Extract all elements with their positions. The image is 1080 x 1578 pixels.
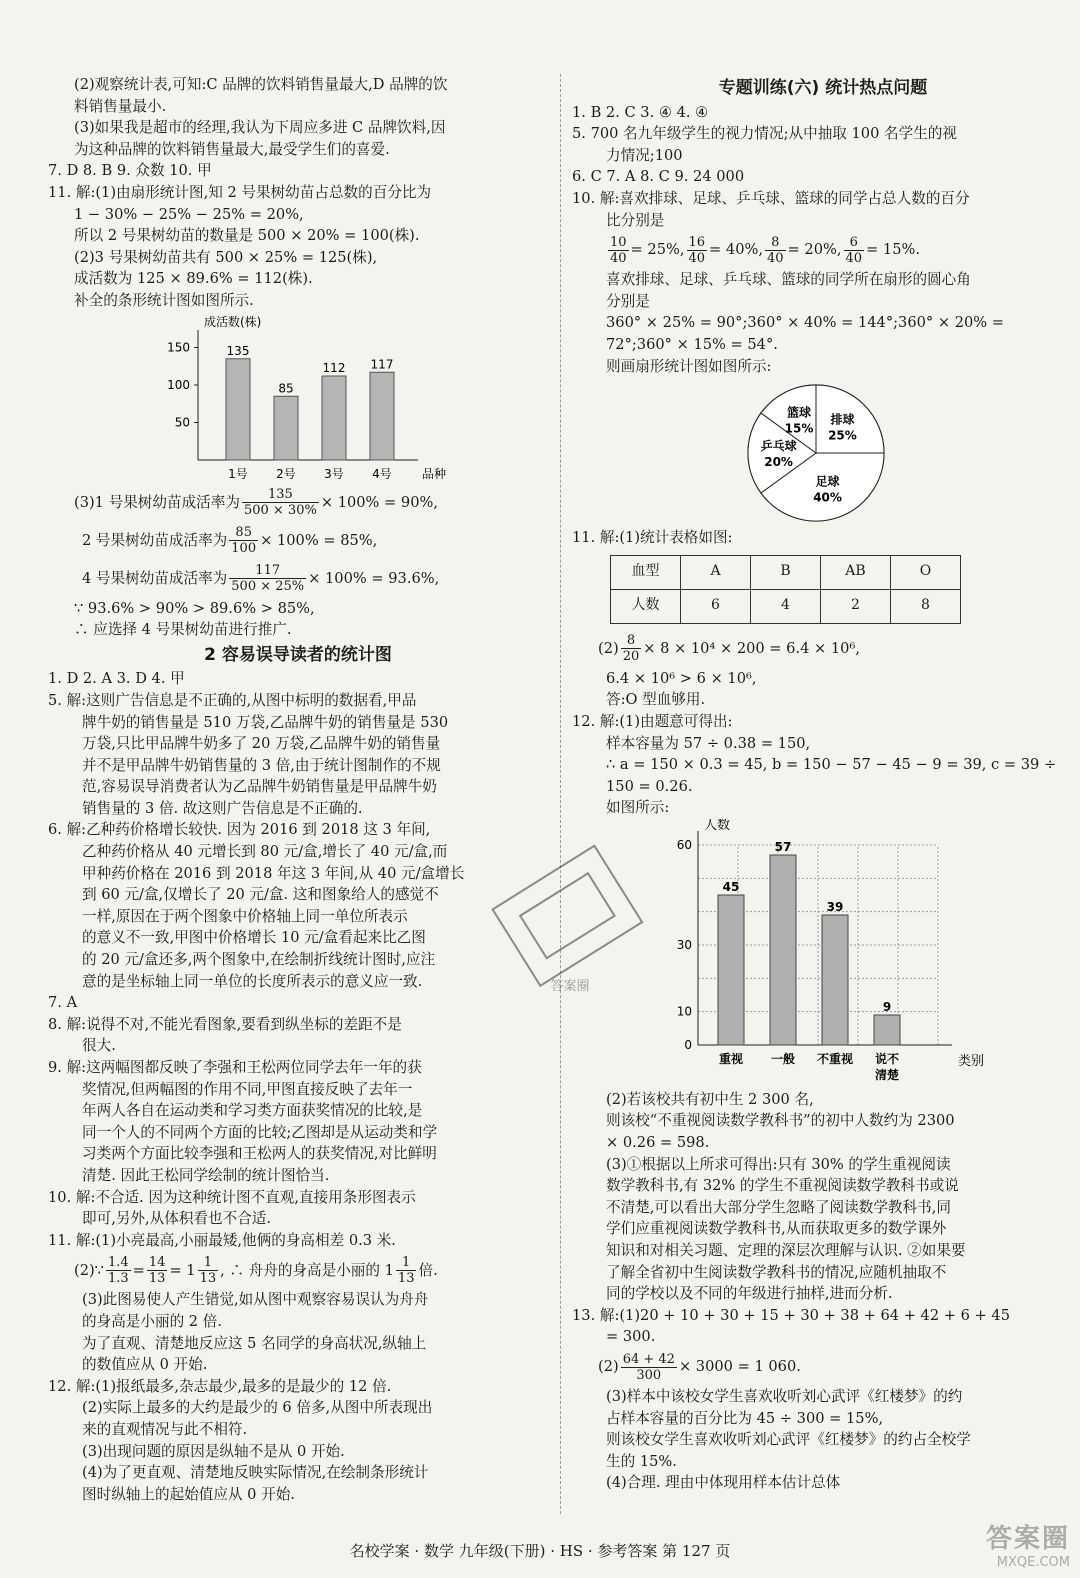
text-line: 了解全省初中生阅读数学教科书的情况,应随机抽取不 <box>606 1263 947 1281</box>
text-line: 分别是 <box>606 292 650 310</box>
text-line: (3)样本中该校女学生喜欢收听刘心武评《红楼梦》的约 <box>606 1388 963 1405</box>
ratio-line <box>48 1251 548 1289</box>
fraction <box>147 1255 168 1286</box>
text-line: 13. 解:(1)20 + 10 + 30 + 15 + 30 + 38 + 64 + 42 + 6 + 45 <box>572 1306 1010 1324</box>
question-13 <box>572 1305 1074 1348</box>
denominator: 13 <box>397 1270 415 1286</box>
bar-2号 <box>274 396 298 460</box>
page-footer: 名校学案 · 数学 九年级(下册) · HS · 参考答案 第 127 页 <box>349 1542 731 1560</box>
y-tick-label: 30 <box>676 937 692 952</box>
text-line: 生的 15%. <box>606 1452 677 1470</box>
text: (2)∵ <box>74 1261 104 1279</box>
text-line: 万袋,只比甲品牌牛奶多了 20 万袋,乙品牌牛奶的销售量 <box>82 735 441 753</box>
text: = 1 <box>169 1261 196 1279</box>
text-line: 12. 解:(1)由题意可得出: <box>572 712 733 730</box>
bar-value-label: 9 <box>882 999 892 1014</box>
question-11: 11. 解:(1)由扇形统计图,知 2 号果树幼苗占总数的百分比为 <box>48 183 432 201</box>
stamp-text: 答案圈 <box>550 979 590 994</box>
text-line: (4)为了更直观、清楚地反映实际情况,在绘制条形统计 <box>82 1464 429 1482</box>
denominator: 20 <box>622 649 640 665</box>
denominator: 300 <box>636 1367 662 1383</box>
question-11-cont <box>48 1289 548 1375</box>
text-line: × 0.26 = 598. <box>606 1134 710 1152</box>
text-line: 到 60 元/盒,仅增长了 20 元/盒. 这和图象给人的感觉不 <box>82 886 439 904</box>
numerator: 16 <box>688 234 706 250</box>
rate-line-1 <box>48 484 548 522</box>
text-line: 360° × 25% = 90°;360° × 40% = 144°;360° × 20% = <box>606 314 1005 332</box>
section-title: 2 容易误导读者的统计图 <box>204 644 392 665</box>
fraction <box>621 1352 677 1383</box>
denominator: 40 <box>610 250 627 266</box>
text-line: ∵ 93.6% > 90% > 89.6% > 85%, <box>74 599 315 617</box>
text-line: 1 − 30% − 25% − 25% = 20%, <box>74 205 304 223</box>
question-12 <box>48 1376 548 1506</box>
text-line: 牌牛奶的销售量是 510 万袋,乙品牌牛奶的销售量是 530 <box>82 713 449 731</box>
watermark-url: MXQE.COM <box>996 1555 1070 1570</box>
text-line: 为了直观、清楚地反应这 5 名同学的身高状况,纵轴上 <box>82 1334 427 1352</box>
question-10: 10. 解:喜欢排球、足球、乒乓球、篮球的同学占总人数的百分 <box>572 189 970 207</box>
category-label: 1号 <box>228 466 248 481</box>
text-line: (3)此图易使人产生错觉,如从图中观察容易误认为舟舟 <box>82 1291 429 1309</box>
bar-value-label: 57 <box>774 839 792 854</box>
denominator: 500 × 25% <box>231 579 305 595</box>
text: 倍. <box>418 1261 438 1279</box>
text-line: 的数值应从 0 开始. <box>82 1356 208 1374</box>
text-line: (2)实际上最多的大约是最少的 6 倍多,从图中所表现出 <box>82 1399 433 1417</box>
text-line: 则该校“不重视阅读数学教科书”的初中人数约为 2300 <box>606 1112 955 1130</box>
fraction <box>229 525 258 556</box>
text-line: 年两人各自在运动类和学习类方面获奖情况的比较,是 <box>82 1102 423 1120</box>
text: 2 号果树幼苗成活率为 <box>82 531 228 549</box>
pie-slice-name: 乒乓球 <box>760 439 797 454</box>
pie-slice-name: 排球 <box>830 412 855 427</box>
bar-说不清楚 <box>874 1015 900 1045</box>
question-5 <box>48 690 548 820</box>
y-tick-label: 150 <box>167 340 190 355</box>
text-line: 样本容量为 57 ÷ 0.38 = 150, <box>606 734 811 752</box>
table-row <box>611 589 961 623</box>
fraction <box>198 1255 219 1286</box>
bar-一般 <box>770 855 796 1045</box>
text-line: 清楚. 因此王松同学绘制的统计图恰当. <box>82 1166 330 1184</box>
text-line: = 300. <box>606 1328 656 1346</box>
question-13-cont <box>572 1386 1074 1494</box>
tree-bar-chart <box>48 312 468 484</box>
text-line: 补全的条形统计图如图所示. <box>74 291 254 309</box>
numerator: 1 <box>396 1255 417 1271</box>
question-10-cont <box>572 269 1074 377</box>
fraction <box>844 235 865 266</box>
category-label: 2号 <box>276 466 296 481</box>
answer-line: 1. D 2. A 3. D 4. 甲 <box>48 670 185 688</box>
numerator: 85 <box>229 525 258 541</box>
text: (3)1 号果树幼苗成活率为 <box>74 493 240 511</box>
text: = <box>132 1261 145 1279</box>
table-cell: 人数 <box>611 589 681 623</box>
text-line: 12. 解:(1)报纸最多,杂志最少,最多的是最少的 12 倍. <box>48 1377 392 1395</box>
text-line: 则画扇形统计图如图所示: <box>606 357 772 375</box>
text-line: (3)出现问题的原因是纵轴不是从 0 开始. <box>82 1442 345 1460</box>
text-line: 72°;360° × 15% = 54°. <box>606 335 778 353</box>
left-column <box>48 74 548 1505</box>
numerator: 117 <box>229 563 306 579</box>
table-header-row <box>611 555 961 589</box>
table-header-cell: O <box>891 555 961 589</box>
text-line: 来的直观情况与此不相符. <box>82 1420 248 1438</box>
text-line: 则该校女学生喜欢收听刘心武评《红楼梦》的约占全校学 <box>606 1431 971 1449</box>
text-line: 料销售量最小. <box>74 97 167 115</box>
bar-value-label: 112 <box>322 360 346 375</box>
category-label: 不重视 <box>816 1051 854 1066</box>
text-line: 如图所示: <box>606 799 670 817</box>
category-label: 3号 <box>324 466 344 481</box>
answer-line: 1. B 2. C 3. ④ 4. ④ <box>572 103 709 121</box>
text: , ∴ 舟舟的身高是小丽的 1 <box>220 1261 394 1279</box>
question-6 <box>48 819 548 992</box>
numerator: 135 <box>242 487 319 503</box>
denominator: 100 <box>231 541 257 557</box>
text-line: 所以 2 号果树幼苗的数量是 500 × 20% = 100(株). <box>74 227 420 245</box>
text: = 15%. <box>866 241 920 259</box>
table-cell: 6 <box>681 589 751 623</box>
numerator: 8 <box>765 235 786 251</box>
text-line: 6. 解:乙种药价格增长较快. 因为 2016 到 2018 这 3 年间, <box>48 821 431 839</box>
table-header-cell: A <box>681 555 751 589</box>
pie-slice-percent: 20% <box>764 455 793 470</box>
x-axis-label: 类别 <box>958 1053 985 1069</box>
blood-calc-line <box>572 630 1074 668</box>
answer-line: 7. D 8. B 9. 众数 10. 甲 <box>48 162 212 180</box>
table-cell: 8 <box>891 589 961 623</box>
question-11: 11. 解:(1)统计表格如图: <box>572 529 733 547</box>
y-axis-label: 成活数(株) <box>204 314 262 329</box>
text: = 20%, <box>787 241 842 259</box>
text-line: 同的学校以及不同的年级进行抽样,进而分析. <box>606 1285 893 1303</box>
pie-slice-percent: 25% <box>828 428 857 443</box>
text-line: 数学教科书,有 32% 的学生不重视阅读数学教科书或说 <box>606 1177 959 1195</box>
answer-line: 7. A <box>48 994 78 1012</box>
site-watermark <box>986 1518 1070 1570</box>
text: × 100% = 85%, <box>260 531 378 549</box>
text-line: (2)若该校共有初中生 2 300 名, <box>606 1090 814 1108</box>
text: = 40%, <box>709 241 763 259</box>
text: × 3000 = 1 060. <box>678 1358 801 1376</box>
calc-line <box>572 1348 1074 1386</box>
fraction <box>621 633 642 664</box>
bar-value-label: 45 <box>722 879 740 894</box>
text: × 100% = 93.6%, <box>308 569 440 587</box>
numerator: 1.4 <box>107 1254 129 1270</box>
text-line: 并不是甲品牌牛奶销售量的 3 倍,由于统计图制作的不规 <box>82 756 441 774</box>
numerator: 8 <box>621 633 642 649</box>
y-tick-label: 50 <box>174 415 190 430</box>
text-line: 甲种药价格在 2016 到 2018 年这 3 年间,从 40 元/盒增长 <box>82 864 465 882</box>
question-12 <box>572 711 1074 819</box>
text-line: 即可,另外,从体积看也不合适. <box>82 1210 272 1228</box>
bar-1号 <box>226 358 250 459</box>
denominator: 13 <box>148 1270 166 1286</box>
text-line: 的身高是小丽的 2 倍. <box>82 1312 222 1330</box>
question-10 <box>48 1187 548 1230</box>
sports-pie-chart <box>572 377 1052 527</box>
text-line: (3)如果我是超市的经理,我认为下周应多进 C 品牌饮料,因 <box>74 119 446 137</box>
column-divider <box>560 74 561 1514</box>
table-cell: 2 <box>821 589 891 623</box>
percent-line <box>572 231 1074 269</box>
text-line: 的意义不一致,甲图中价格增长 10 元/盒看起来比乙图 <box>82 929 426 947</box>
y-axis-label: 人数 <box>704 818 731 833</box>
text-line: 同一个人的不同两个方面的比较;乙图却是从运动类和学 <box>82 1123 438 1141</box>
table-header-cell: AB <box>821 555 891 589</box>
bar-不重视 <box>822 915 848 1045</box>
text: × 100% = 90%, <box>320 493 438 511</box>
category-label: 说不清楚 <box>874 1051 900 1082</box>
denominator: 40 <box>767 250 784 266</box>
text-line: 图时纵轴上的起始值应从 0 开始. <box>82 1485 295 1503</box>
text-line: 占样本容量的百分比为 45 ÷ 300 = 15%, <box>606 1409 884 1427</box>
pie-slice-percent: 40% <box>813 490 842 505</box>
text-line: (3)①根据以上所求可得出:只有 30% 的学生重视阅读 <box>606 1155 951 1173</box>
numerator: 6 <box>844 235 865 251</box>
text-line: 成活数为 125 × 89.6% = 112(株). <box>74 270 313 288</box>
question-12-cont <box>572 1089 1074 1305</box>
text-line: 乙种药价格从 40 元增长到 80 元/盒,增长了 40 元/盒,而 <box>82 843 448 861</box>
y-tick-label: 60 <box>676 837 692 852</box>
bar-重视 <box>718 895 744 1045</box>
category-label: 一般 <box>770 1051 796 1066</box>
text-line: 一样,原因在于两个图象中价格轴上同一单位所表示 <box>82 907 408 925</box>
pie-slice-name: 足球 <box>815 474 840 489</box>
text-line: 的 20 元/盒还多,两个图象中,在绘制折线统计图时,应注 <box>82 951 436 969</box>
rate-line-2 <box>48 522 548 560</box>
denominator: 40 <box>688 250 706 266</box>
text-line: 习类两个方面比较李强和王松两人的获奖情况,对比鲜明 <box>82 1145 437 1163</box>
pie-slice-percent: 15% <box>784 421 814 436</box>
fraction <box>765 235 786 266</box>
fraction <box>608 235 629 266</box>
bar-3号 <box>322 376 346 460</box>
text: × 8 × 10⁴ × 200 = 6.4 × 10⁶, <box>643 639 860 657</box>
text-line: 喜欢排球、足球、乒乓球、篮球的同学所在扇形的圆心角 <box>606 271 971 289</box>
text-line: 奖情况,但两幅图的作用不同,甲图直接反映了去年一 <box>82 1080 413 1098</box>
table-header-cell: 血型 <box>611 555 681 589</box>
table-cell: 4 <box>751 589 821 623</box>
fraction <box>687 235 708 266</box>
denominator: 1.3 <box>107 1270 129 1286</box>
text: (2) <box>598 639 619 657</box>
text-line: 10. 解:不合适. 因为这种统计图不直观,直接用条形图表示 <box>48 1188 416 1206</box>
text-line: (2)3 号果树幼苗共有 500 × 25% = 125(株), <box>74 248 378 266</box>
text: (2) <box>598 1358 619 1376</box>
bar-4号 <box>370 372 394 460</box>
text-line: 比分别是 <box>606 211 665 229</box>
section-title: 专题训练(六) 统计热点问题 <box>718 78 928 98</box>
numerator: 1 <box>198 1255 219 1271</box>
y-tick-label: 10 <box>676 1004 692 1019</box>
numerator: 10 <box>610 234 627 250</box>
question-11b: 11. 解:(1)小亮最高,小丽最矮,他俩的身高相差 0.3 米. <box>48 1231 396 1249</box>
text-line: 150 = 0.26. <box>606 777 693 795</box>
y-tick-label: 0 <box>684 1037 692 1052</box>
text-line: 5. 解:这则广告信息是不正确的,从图中标明的数据看,甲品 <box>48 691 417 709</box>
category-label: 重视 <box>718 1051 744 1066</box>
watermark-logo: 答案圈 <box>985 1524 1070 1554</box>
text-line: 5. 700 名九年级学生的视力情况;从中抽取 100 名学生的视 <box>572 125 957 143</box>
text-line: 6.4 × 10⁶ > 6 × 10⁶, <box>606 669 757 687</box>
answer-line: 6. C 7. A 8. C 9. 24 000 <box>572 168 745 186</box>
bar-value-label: 135 <box>226 343 250 358</box>
stamp-watermark <box>490 840 650 1004</box>
fraction <box>106 1255 131 1286</box>
category-label: 4号 <box>372 466 392 481</box>
table-header-cell: B <box>751 555 821 589</box>
bar-value-label: 85 <box>278 380 294 395</box>
text-line: ∴ a = 150 × 0.3 = 45, b = 150 − 57 − 45 − 9 = 39, c = 39 ÷ <box>606 756 1057 774</box>
text-line: 知识和对相关习题、定理的深层次理解与认识. ②如果要 <box>606 1242 966 1260</box>
question-5 <box>572 123 1074 166</box>
text-line: 答:O 型血够用. <box>606 691 706 709</box>
question-8 <box>48 1014 548 1057</box>
text-line: (4)合理. 理由中体现用样本估计总体 <box>606 1474 841 1492</box>
text-line: 学们应重视阅读数学教科书,从而获取更多的数学课外 <box>606 1220 947 1238</box>
text-line: 8. 解:说得不对,不能光看图象,要看到纵坐标的差距不是 <box>48 1015 402 1033</box>
text-line: 力情况;100 <box>606 146 683 164</box>
denominator: 13 <box>199 1270 217 1286</box>
fraction <box>396 1255 417 1286</box>
question-9 <box>48 1057 548 1187</box>
text-line: 为这种品牌的饮料销售量最大,最受学生们的喜爱. <box>74 140 390 158</box>
text-line: 不清楚,可以看出大部分学生忽略了阅读数学教科书,同 <box>606 1198 951 1216</box>
bar-value-label: 117 <box>370 356 394 371</box>
pie-slice-name: 篮球 <box>787 405 812 420</box>
text-line: (2)观察统计表,可知:C 品牌的饮料销售量最大,D 品牌的饮 <box>74 76 448 93</box>
right-column <box>572 74 1074 1494</box>
text-line: 范,容易误导消费者认为乙品牌牛奶销售量是甲品牌牛奶 <box>82 778 437 796</box>
text-line: ∴ 应选择 4 号果树幼苗进行推广. <box>74 621 292 639</box>
text-line: 9. 解:这两幅图都反映了李强和王松两位同学去年一年的获 <box>48 1059 422 1076</box>
text-line: 很大. <box>82 1037 116 1055</box>
bar-value-label: 39 <box>826 899 844 914</box>
fraction <box>242 487 319 518</box>
rate-line-4 <box>48 560 548 598</box>
y-tick-label: 100 <box>167 377 190 392</box>
denominator: 40 <box>845 250 863 266</box>
fraction <box>229 563 306 594</box>
numerator: 64 + 42 <box>622 1351 675 1367</box>
numerator: 14 <box>148 1254 166 1270</box>
text: = 25%, <box>630 241 685 259</box>
text-line: 意的是坐标轴上同一单位的长度所表示的意义应一致. <box>82 972 423 990</box>
denominator: 500 × 30% <box>243 503 317 519</box>
text: 4 号果树幼苗成活率为 <box>82 569 228 587</box>
x-axis-label: 品种 <box>422 466 447 481</box>
text-line: 销售量的 3 倍. 故这则广告信息是不正确的. <box>82 799 363 817</box>
blood-type-table <box>610 555 961 624</box>
